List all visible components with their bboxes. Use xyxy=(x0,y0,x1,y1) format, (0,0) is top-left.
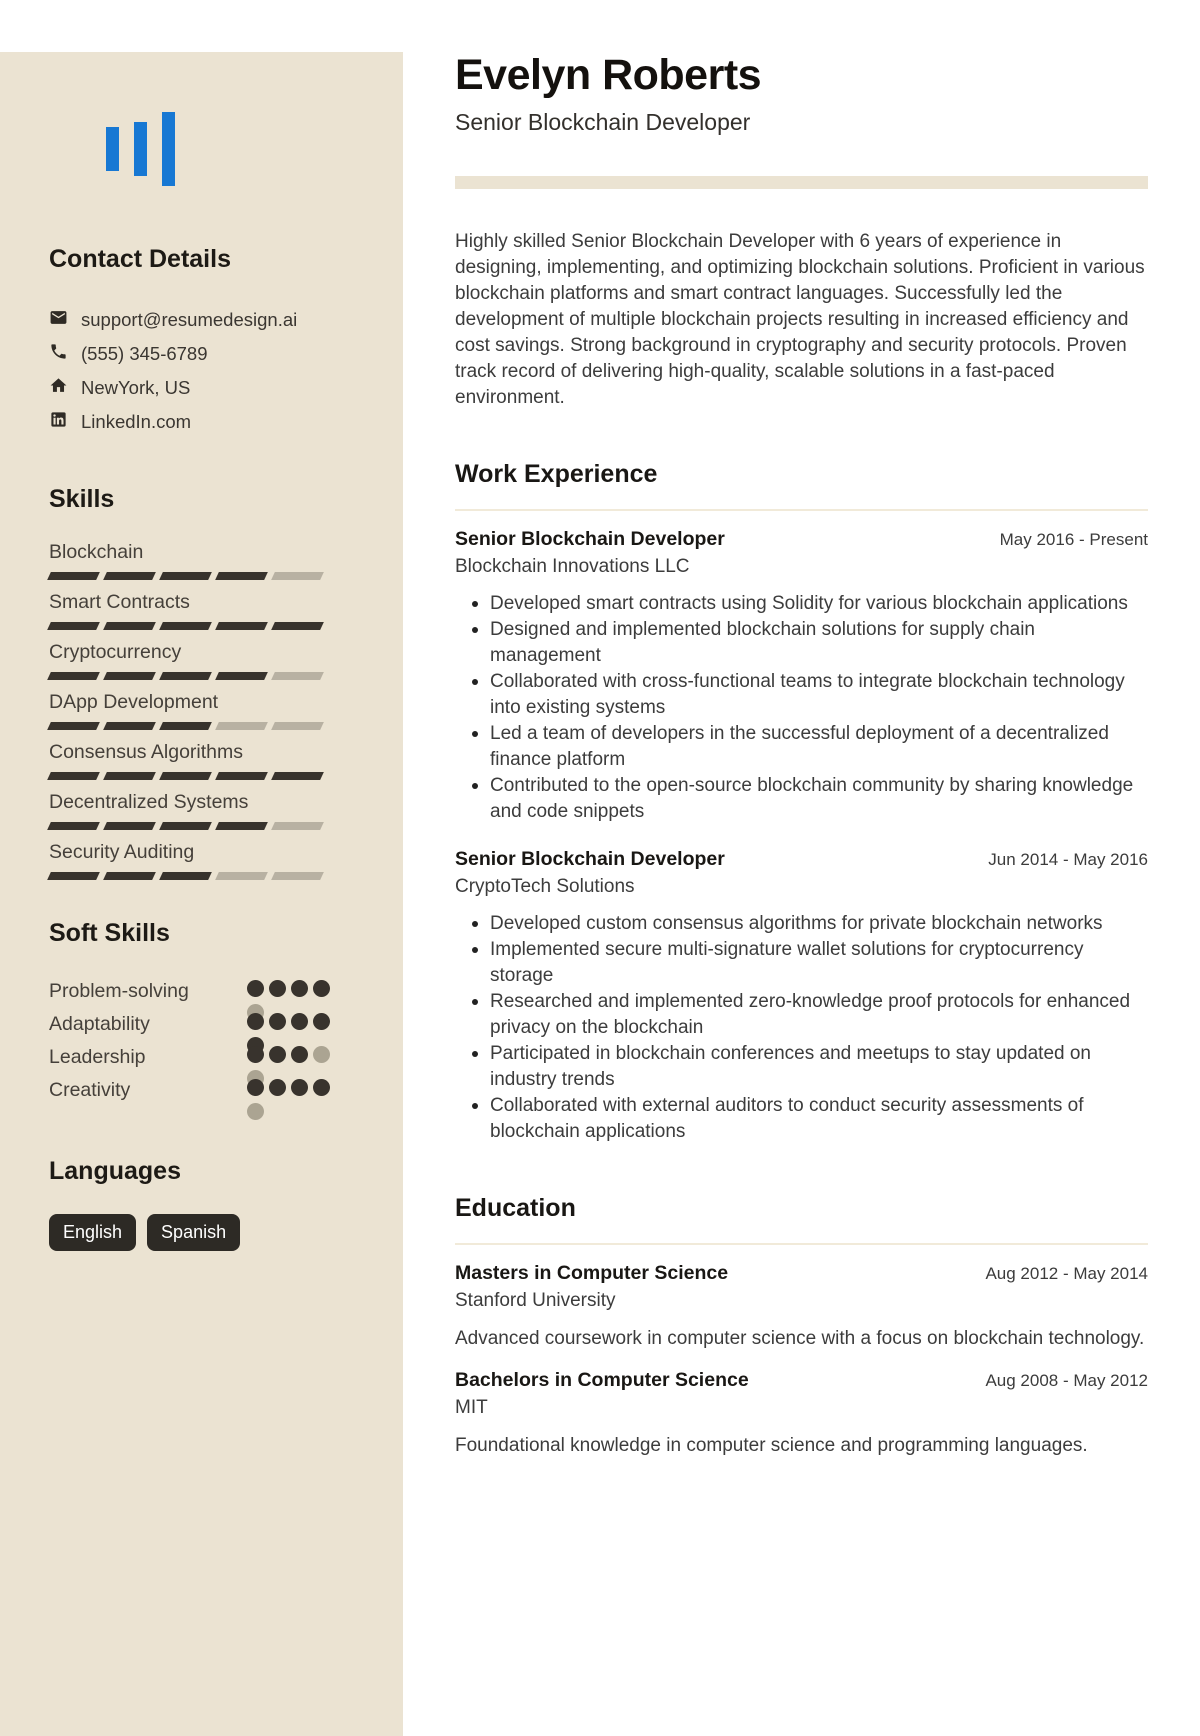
skill-item xyxy=(49,591,363,630)
home-icon xyxy=(49,376,68,400)
soft-skill-name: Adaptability xyxy=(49,1013,150,1035)
soft-skill-name: Creativity xyxy=(49,1079,131,1101)
email-icon xyxy=(49,308,68,332)
skill-level-segment xyxy=(47,622,100,630)
skill-item xyxy=(49,541,363,580)
job-header xyxy=(455,527,1148,551)
skill-level-segment xyxy=(47,722,100,730)
rating-dot xyxy=(313,1079,330,1096)
skill-level-segment xyxy=(271,872,324,880)
soft-skill-item xyxy=(49,980,363,1013)
job-bullet: Led a team of developers in the successful deployment of a decentralized finance platform xyxy=(455,721,1148,773)
rating-dot xyxy=(247,1079,264,1096)
skill-name: Security Auditing xyxy=(49,841,195,863)
rating-dot xyxy=(313,1046,330,1063)
rating-dot xyxy=(269,1079,286,1096)
skill-name: Smart Contracts xyxy=(49,591,190,613)
rating-dot xyxy=(247,1103,264,1120)
contact-section-title: Contact Details xyxy=(49,245,231,273)
education-entry xyxy=(455,1368,1148,1459)
bar-chart-logo xyxy=(106,112,363,186)
job-bullet: Designed and implemented blockchain solutions for supply chain management xyxy=(455,617,1148,669)
skill-item xyxy=(49,791,363,830)
skill-level-segment xyxy=(103,822,156,830)
skill-item xyxy=(49,741,363,780)
skill-level-segment xyxy=(159,572,212,580)
skill-name: DApp Development xyxy=(49,691,219,713)
skill-level-bar xyxy=(49,772,325,780)
education-dates: Aug 2008 - May 2012 xyxy=(985,1371,1148,1390)
job-bullet: Collaborated with external auditors to conduct security assessments of blockchain applications xyxy=(455,1093,1148,1145)
skill-level-segment xyxy=(271,822,324,830)
contact-item-text: (555) 345-6789 xyxy=(81,343,208,364)
rating-dot xyxy=(247,1013,264,1030)
person-job-title: Senior Blockchain Developer xyxy=(455,109,751,135)
skill-level-segment xyxy=(47,872,100,880)
rating-dot xyxy=(269,980,286,997)
education-heading: Education xyxy=(455,1193,1148,1245)
skill-level-segment xyxy=(215,622,268,630)
job-title: Senior Blockchain Developer xyxy=(455,528,725,550)
education-description: Advanced coursework in computer science with a focus on blockchain technology. xyxy=(455,1328,1145,1349)
rating-dot xyxy=(291,980,308,997)
skill-level-segment xyxy=(271,722,324,730)
job-title: Senior Blockchain Developer xyxy=(455,848,725,870)
degree-title: Bachelors in Computer Science xyxy=(455,1369,749,1391)
contact-item-text: LinkedIn.com xyxy=(81,411,192,432)
school-name: Stanford University xyxy=(455,1290,616,1311)
linkedin-icon xyxy=(49,410,68,434)
job-bullet: Developed smart contracts using Solidity for various blockchain applications xyxy=(455,591,1148,617)
school-name: MIT xyxy=(455,1397,488,1418)
soft-skill-name: Leadership xyxy=(49,1046,146,1068)
job-bullet: Contributed to the open-source blockchain community by sharing knowledge and code snippets xyxy=(455,773,1148,825)
skill-level-segment xyxy=(159,722,212,730)
job-entry xyxy=(455,527,1148,825)
skill-level-segment xyxy=(215,572,268,580)
education-description: Foundational knowledge in computer science and programming languages. xyxy=(455,1435,1088,1456)
contact-item xyxy=(49,303,363,337)
skill-level-bar xyxy=(49,872,325,880)
job-entry xyxy=(455,847,1148,1145)
skill-level-segment xyxy=(103,772,156,780)
job-bullet: Developed custom consensus algorithms for private blockchain networks xyxy=(455,911,1148,937)
rating-dot xyxy=(269,1046,286,1063)
soft-skills-list xyxy=(49,980,363,1112)
job-dates: Jun 2014 - May 2016 xyxy=(988,850,1148,869)
work-experience-heading: Work Experience xyxy=(455,459,1148,511)
skill-level-segment xyxy=(215,872,268,880)
skill-level-segment xyxy=(103,672,156,680)
job-bullet-list xyxy=(455,591,1148,825)
skill-level-segment xyxy=(271,622,324,630)
rating-dot xyxy=(291,1013,308,1030)
skills-list xyxy=(49,541,363,880)
resume-main xyxy=(403,52,1200,1459)
job-header xyxy=(455,847,1148,871)
skills-section-title: Skills xyxy=(49,485,115,513)
sidebar xyxy=(0,52,403,1736)
contact-item xyxy=(49,405,363,439)
skill-level-segment xyxy=(159,622,212,630)
language-chip: English xyxy=(49,1214,136,1251)
soft-skill-item xyxy=(49,1013,363,1046)
skill-level-segment xyxy=(103,872,156,880)
skill-level-segment xyxy=(159,872,212,880)
languages-section-title: Languages xyxy=(49,1157,181,1185)
skill-item xyxy=(49,641,363,680)
skill-level-segment xyxy=(47,672,100,680)
language-chip: Spanish xyxy=(147,1214,240,1251)
skill-level-segment xyxy=(47,772,100,780)
contact-item xyxy=(49,337,363,371)
skill-level-bar xyxy=(49,672,325,680)
work-experience-list xyxy=(455,527,1148,1145)
soft-skill-item xyxy=(49,1046,363,1079)
skill-level-bar xyxy=(49,822,325,830)
education-header xyxy=(455,1368,1148,1392)
skill-name: Decentralized Systems xyxy=(49,791,249,813)
skill-level-segment xyxy=(103,622,156,630)
skill-level-segment xyxy=(215,722,268,730)
contact-item-text: support@resumedesign.ai xyxy=(81,309,298,330)
job-company: Blockchain Innovations LLC xyxy=(455,556,690,577)
skill-level-segment xyxy=(215,772,268,780)
skill-level-segment xyxy=(215,822,268,830)
degree-title: Masters in Computer Science xyxy=(455,1262,729,1284)
soft-skill-name: Problem-solving xyxy=(49,980,189,1002)
education-list xyxy=(455,1261,1148,1459)
job-bullet-list xyxy=(455,911,1148,1145)
skill-level-segment xyxy=(103,572,156,580)
skill-level-bar xyxy=(49,622,325,630)
person-name: Evelyn Roberts xyxy=(455,51,762,99)
skill-level-segment xyxy=(271,672,324,680)
skill-item xyxy=(49,841,363,880)
skill-item xyxy=(49,691,363,730)
skill-level-segment xyxy=(159,822,212,830)
skill-level-bar xyxy=(49,722,325,730)
skill-level-segment xyxy=(271,772,324,780)
soft-skill-item xyxy=(49,1079,363,1112)
job-dates: May 2016 - Present xyxy=(999,530,1148,549)
language-chip-list xyxy=(49,1214,363,1251)
rating-dot xyxy=(269,1013,286,1030)
contact-item-text: NewYork, US xyxy=(81,377,191,398)
job-bullet: Collaborated with cross-functional teams to integrate blockchain technology into existing systems xyxy=(455,669,1148,721)
contact-list xyxy=(49,303,363,439)
education-dates: Aug 2012 - May 2014 xyxy=(985,1264,1148,1283)
skill-level-segment xyxy=(215,672,268,680)
skill-name: Blockchain xyxy=(49,541,144,563)
skill-level-segment xyxy=(47,572,100,580)
rating-dot xyxy=(291,1079,308,1096)
education-entry xyxy=(455,1261,1148,1352)
education-header xyxy=(455,1261,1148,1285)
job-bullet: Participated in blockchain conferences and meetups to stay updated on industry trends xyxy=(455,1041,1148,1093)
skill-level-segment xyxy=(47,822,100,830)
rating-dot xyxy=(247,980,264,997)
summary-paragraph: Highly skilled Senior Blockchain Developer with 6 years of experience in designing, implementing, and optimizing blockchain solutions. Proficient in various blockchain platforms and smart contract languages. Successfully led the development of multiple blockchain projects resulting in increased efficiency and cost savings. Strong background in cryptography and security protocols. Proven track record of delivering high-quality, scalable solutions in a fast-paced environment. xyxy=(455,231,1145,408)
soft-skills-section-title: Soft Skills xyxy=(49,919,170,947)
job-company: CryptoTech Solutions xyxy=(455,876,635,897)
skill-level-bar xyxy=(49,572,325,580)
job-bullet: Implemented secure multi-signature wallet solutions for cryptocurrency storage xyxy=(455,937,1148,989)
skill-level-segment xyxy=(271,572,324,580)
soft-skill-rating xyxy=(247,1079,331,1120)
job-bullet: Researched and implemented zero-knowledge proof protocols for enhanced privacy on the blockchain xyxy=(455,989,1148,1041)
contact-item xyxy=(49,371,363,405)
rating-dot xyxy=(291,1046,308,1063)
rating-dot xyxy=(313,980,330,997)
skill-level-segment xyxy=(103,722,156,730)
skill-level-segment xyxy=(159,672,212,680)
skill-level-segment xyxy=(159,772,212,780)
rating-dot xyxy=(247,1046,264,1063)
skill-name: Consensus Algorithms xyxy=(49,741,244,763)
header-accent-bar xyxy=(455,176,1148,189)
rating-dot xyxy=(313,1013,330,1030)
phone-icon xyxy=(49,342,68,366)
skill-name: Cryptocurrency xyxy=(49,641,182,663)
